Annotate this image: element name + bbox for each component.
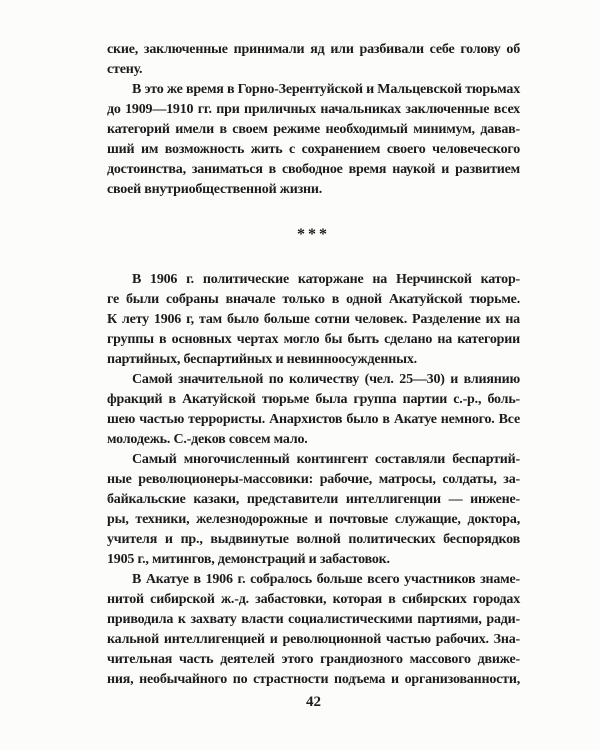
text-line: чительная часть деятелей этого грандиозного массового движе- [107,652,520,667]
text-line: достоинства, заниматься в свободное время наукой и развитием [107,162,520,177]
text-line: ге были собраны вначале только в одной Акатуйской тюрьме. [107,292,520,307]
text-line: кальной интеллигенцией и революционной частью рабочих. Зна- [107,632,520,647]
text-line: категорий имели в своем режиме необходимый минимум, давав- [107,122,520,137]
text-line: ший им возможность жить с сохранением своего человеческого [107,142,520,157]
text-line: 1905 г., митингов, демонстраций и забастовок. [107,552,390,567]
text-line: фракций в Акатуйской тюрьме была группа партии с.-р., боль- [107,392,520,407]
text-line: К лету 1906 г, там было больше сотни человек. Разделение их на [107,312,520,327]
text-line: шею частью террористы. Анархистов было в Акатуе немного. Все [107,412,520,427]
text-line: нитой сибирской ж.-д. забастовки, которая в сибирских городах [107,592,520,607]
text-line: Самой значительной по количеству (чел. 25—30) и влиянию [132,372,520,387]
text-line: байкальские казаки, представители интеллигенции — инжене- [107,492,520,507]
paragraphs-before-separator [107,40,520,200]
text-line: ры, техники, железнодорожные и почтовые служащие, доктора, [107,512,520,527]
text-line: стену. [107,62,143,77]
text-block [107,40,520,690]
text-line: приводила к захвату власти социалистическими партиями, ради- [107,612,520,627]
section-separator: *** [297,226,330,243]
paragraphs-after-separator [107,270,520,690]
text-line: ния, необычайного по страстности подъема и организованности, [107,672,520,687]
text-line: своей внутриобщественной жизни. [107,182,323,197]
text-line: Самый многочисленный контингент составляли беспартий- [132,452,520,467]
text-line: партийных, беспартийных и невинноосужденных. [107,352,417,367]
text-line: В Акатуе в 1906 г. собралось больше всего участников знаме- [132,572,520,587]
text-line: молодежь. С.-деков совсем мало. [107,432,308,447]
text-line: до 1909—1910 гг. при приличных начальниках заключенные всех [107,102,520,117]
text-line: В это же время в Горно-Зерентуйской и Мальцевской тюрьмах [132,82,520,97]
text-line: группы в основных чертах могло бы быть сделано на категории [107,332,520,347]
text-line: ные революционеры-массовики: рабочие, матросы, солдаты, за- [107,472,520,487]
text-line: учителя и пр., выдвинутые волной политических беспорядков [107,532,520,547]
page-number: 42 [306,694,321,710]
text-line: В 1906 г. политические каторжане на Нерчинской катор- [132,272,520,287]
text-line: ские, заключенные принимали яд или разбивали себе голову об [107,42,520,57]
